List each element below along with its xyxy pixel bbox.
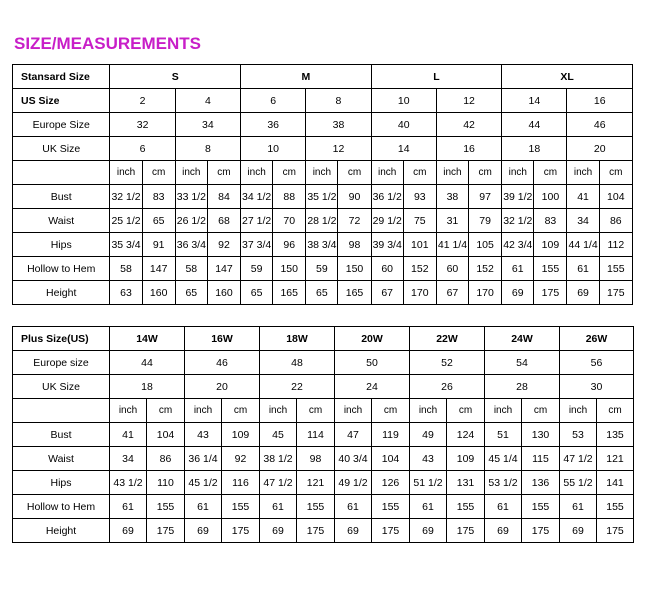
table-cell: 93 xyxy=(403,185,436,209)
row-label-us-size: US Size xyxy=(13,89,110,113)
unit-cell: inch xyxy=(436,161,468,185)
table2-group-header-14w: 14W xyxy=(110,327,185,351)
table-cell: 150 xyxy=(273,257,306,281)
unit-cell: cm xyxy=(597,399,634,423)
table-cell: 50 xyxy=(335,351,410,375)
table-cell: 29 1/2 xyxy=(371,209,403,233)
unit-cell: cm xyxy=(447,399,485,423)
table-cell: 61 xyxy=(485,495,522,519)
table1-group-header-xl: XL xyxy=(502,65,633,89)
table-cell: 10 xyxy=(241,137,306,161)
table-cell: 45 1/2 xyxy=(185,471,222,495)
table-cell: 75 xyxy=(403,209,436,233)
table-cell: 83 xyxy=(142,185,175,209)
table-row-units xyxy=(13,161,633,185)
table-cell: 104 xyxy=(372,447,410,471)
table2-group-header-16w: 16W xyxy=(185,327,260,351)
table-cell: 112 xyxy=(599,233,632,257)
table-cell: 165 xyxy=(338,281,371,305)
table-cell: 96 xyxy=(273,233,306,257)
table-cell: 61 xyxy=(560,495,597,519)
unit-cell: cm xyxy=(403,161,436,185)
table-cell: 175 xyxy=(599,281,632,305)
table-cell: 45 1/4 xyxy=(485,447,522,471)
unit-cell: cm xyxy=(207,161,240,185)
table-cell: 35 1/2 xyxy=(306,185,338,209)
table-cell: 47 xyxy=(335,423,372,447)
table-cell: 170 xyxy=(403,281,436,305)
table-cell: 136 xyxy=(522,471,560,495)
table-cell: 155 xyxy=(597,495,634,519)
table-cell: 38 1/2 xyxy=(260,447,297,471)
table-cell: 42 3/4 xyxy=(502,233,534,257)
table-cell: 31 xyxy=(436,209,468,233)
table-cell: 28 xyxy=(485,375,560,399)
table-cell: 36 1/4 xyxy=(185,447,222,471)
table-row xyxy=(13,351,634,375)
table-cell: 12 xyxy=(436,89,501,113)
table-cell: 160 xyxy=(207,281,240,305)
table-cell: 65 xyxy=(142,209,175,233)
table-cell: 25 1/2 xyxy=(110,209,142,233)
table-cell: 49 xyxy=(410,423,447,447)
table1-group-header-m: M xyxy=(241,65,372,89)
table-row xyxy=(13,519,634,543)
table-cell: 34 xyxy=(110,447,147,471)
table-cell: 61 xyxy=(502,257,534,281)
table2-unit-row-label xyxy=(13,399,110,423)
table-cell: 49 1/2 xyxy=(335,471,372,495)
table-cell: 26 xyxy=(410,375,485,399)
table-cell: 52 xyxy=(410,351,485,375)
unit-cell: cm xyxy=(142,161,175,185)
table-cell: 68 xyxy=(207,209,240,233)
table-cell: 40 xyxy=(371,113,436,137)
table-cell: 165 xyxy=(273,281,306,305)
table-row xyxy=(13,495,634,519)
plus-size-table xyxy=(12,326,634,543)
table-row xyxy=(13,327,634,351)
table-cell: 16 xyxy=(436,137,501,161)
table-cell: 115 xyxy=(522,447,560,471)
table-cell: 38 xyxy=(306,113,371,137)
table-cell: 48 xyxy=(260,351,335,375)
table-cell: 8 xyxy=(175,137,240,161)
table-cell: 69 xyxy=(185,519,222,543)
table-cell: 121 xyxy=(597,447,634,471)
table-row xyxy=(13,185,633,209)
table-cell: 92 xyxy=(207,233,240,257)
unit-cell: cm xyxy=(222,399,260,423)
table-cell: 18 xyxy=(110,375,185,399)
table-cell: 84 xyxy=(207,185,240,209)
table-cell: 69 xyxy=(410,519,447,543)
table-cell: 38 xyxy=(436,185,468,209)
table-cell: 54 xyxy=(485,351,560,375)
table-cell: 98 xyxy=(338,233,371,257)
table-row xyxy=(13,89,633,113)
table-row xyxy=(13,233,633,257)
table-cell: 155 xyxy=(447,495,485,519)
table-cell: 44 xyxy=(110,351,185,375)
row-label-hips: Hips xyxy=(13,233,110,257)
table-cell: 45 xyxy=(260,423,297,447)
table-cell: 119 xyxy=(372,423,410,447)
table-row xyxy=(13,257,633,281)
table-cell: 46 xyxy=(185,351,260,375)
table-cell: 109 xyxy=(222,423,260,447)
table-row xyxy=(13,113,633,137)
table-cell: 42 xyxy=(436,113,501,137)
unit-cell: inch xyxy=(175,161,207,185)
table-cell: 56 xyxy=(560,351,634,375)
table-cell: 97 xyxy=(469,185,502,209)
table-cell: 61 xyxy=(185,495,222,519)
table-cell: 67 xyxy=(371,281,403,305)
table-cell: 79 xyxy=(469,209,502,233)
table-cell: 51 1/2 xyxy=(410,471,447,495)
row-label-hollow-to-hem: Hollow to Hem xyxy=(13,495,110,519)
table-cell: 135 xyxy=(597,423,634,447)
table-cell: 114 xyxy=(297,423,335,447)
table-cell: 92 xyxy=(222,447,260,471)
table-cell: 41 1/4 xyxy=(436,233,468,257)
table-row xyxy=(13,281,633,305)
table-cell: 14 xyxy=(502,89,567,113)
table-cell: 69 xyxy=(110,519,147,543)
row-label-waist: Waist xyxy=(13,209,110,233)
table-cell: 60 xyxy=(371,257,403,281)
table-cell: 47 1/2 xyxy=(260,471,297,495)
table-cell: 32 1/2 xyxy=(502,209,534,233)
unit-cell: inch xyxy=(110,399,147,423)
table-cell: 34 xyxy=(567,209,599,233)
table-cell: 35 3/4 xyxy=(110,233,142,257)
table-cell: 22 xyxy=(260,375,335,399)
table-cell: 20 xyxy=(567,137,633,161)
table-cell: 155 xyxy=(522,495,560,519)
table-cell: 141 xyxy=(597,471,634,495)
unit-cell: cm xyxy=(534,161,567,185)
table-cell: 20 xyxy=(185,375,260,399)
unit-cell: inch xyxy=(371,161,403,185)
table-row xyxy=(13,471,634,495)
unit-cell: cm xyxy=(599,161,632,185)
table-cell: 61 xyxy=(567,257,599,281)
unit-cell: inch xyxy=(485,399,522,423)
table-cell: 147 xyxy=(142,257,175,281)
table-cell: 2 xyxy=(110,89,175,113)
table-cell: 175 xyxy=(597,519,634,543)
table-cell: 38 3/4 xyxy=(306,233,338,257)
table-cell: 6 xyxy=(110,137,175,161)
unit-cell: inch xyxy=(567,161,599,185)
table2-group-header-20w: 20W xyxy=(335,327,410,351)
table-cell: 155 xyxy=(599,257,632,281)
unit-cell: inch xyxy=(185,399,222,423)
table-cell: 43 1/2 xyxy=(110,471,147,495)
table-cell: 175 xyxy=(447,519,485,543)
table-cell: 72 xyxy=(338,209,371,233)
table-cell: 104 xyxy=(147,423,185,447)
table-cell: 131 xyxy=(447,471,485,495)
table-cell: 39 1/2 xyxy=(502,185,534,209)
unit-cell: cm xyxy=(372,399,410,423)
table-cell: 60 xyxy=(436,257,468,281)
table-cell: 98 xyxy=(297,447,335,471)
table-cell: 41 xyxy=(110,423,147,447)
table-cell: 61 xyxy=(410,495,447,519)
page-title: SIZE/MEASUREMENTS xyxy=(14,34,202,53)
table-cell: 69 xyxy=(335,519,372,543)
table1-group-header-s: S xyxy=(110,65,241,89)
table-cell: 59 xyxy=(306,257,338,281)
table-cell: 152 xyxy=(403,257,436,281)
table-cell: 83 xyxy=(534,209,567,233)
table-cell: 58 xyxy=(110,257,142,281)
table-cell: 53 1/2 xyxy=(485,471,522,495)
table-cell: 39 3/4 xyxy=(371,233,403,257)
table1-group-header-l: L xyxy=(371,65,502,89)
table-cell: 86 xyxy=(599,209,632,233)
table-cell: 160 xyxy=(142,281,175,305)
table-cell: 69 xyxy=(560,519,597,543)
table-cell: 44 1/4 xyxy=(567,233,599,257)
row-label-uk-size: UK Size xyxy=(13,375,110,399)
table2-group-header-24w: 24W xyxy=(485,327,560,351)
table2-group-header-18w: 18W xyxy=(260,327,335,351)
table-cell: 91 xyxy=(142,233,175,257)
table-cell: 88 xyxy=(273,185,306,209)
table-cell: 116 xyxy=(222,471,260,495)
table-cell: 175 xyxy=(372,519,410,543)
table-cell: 104 xyxy=(599,185,632,209)
table1-label-header: Stansard Size xyxy=(13,65,110,89)
table-row xyxy=(13,137,633,161)
unit-cell: cm xyxy=(297,399,335,423)
table-row-units xyxy=(13,399,634,423)
table-cell: 109 xyxy=(534,233,567,257)
table-cell: 155 xyxy=(222,495,260,519)
table-cell: 58 xyxy=(175,257,207,281)
unit-cell: inch xyxy=(502,161,534,185)
table-cell: 33 1/2 xyxy=(175,185,207,209)
row-label-europe-size: Europe Size xyxy=(13,113,110,137)
table-cell: 124 xyxy=(447,423,485,447)
table2-label-header: Plus Size(US) xyxy=(13,327,110,351)
unit-cell: inch xyxy=(241,161,273,185)
unit-cell: cm xyxy=(522,399,560,423)
table-cell: 18 xyxy=(502,137,567,161)
table-cell: 41 xyxy=(567,185,599,209)
table-cell: 100 xyxy=(534,185,567,209)
table-cell: 34 xyxy=(175,113,240,137)
unit-cell: inch xyxy=(335,399,372,423)
row-label-hollow-to-hem: Hollow to Hem xyxy=(13,257,110,281)
table-cell: 175 xyxy=(222,519,260,543)
table-cell: 37 3/4 xyxy=(241,233,273,257)
unit-cell: inch xyxy=(260,399,297,423)
plus-size-section xyxy=(12,305,633,543)
table-cell: 69 xyxy=(485,519,522,543)
standard-size-table xyxy=(12,64,633,305)
table-cell: 69 xyxy=(502,281,534,305)
table-cell: 155 xyxy=(534,257,567,281)
table-cell: 175 xyxy=(522,519,560,543)
table-cell: 43 xyxy=(410,447,447,471)
table-cell: 155 xyxy=(372,495,410,519)
table-cell: 36 xyxy=(241,113,306,137)
table-cell: 67 xyxy=(436,281,468,305)
unit-cell: inch xyxy=(410,399,447,423)
row-label-bust: Bust xyxy=(13,423,110,447)
table-cell: 51 xyxy=(485,423,522,447)
row-label-height: Height xyxy=(13,519,110,543)
table-cell: 155 xyxy=(147,495,185,519)
table1-unit-row-label xyxy=(13,161,110,185)
row-label-waist: Waist xyxy=(13,447,110,471)
row-label-hips: Hips xyxy=(13,471,110,495)
table-cell: 10 xyxy=(371,89,436,113)
table-cell: 109 xyxy=(447,447,485,471)
table-row xyxy=(13,447,634,471)
table-cell: 43 xyxy=(185,423,222,447)
table-cell: 8 xyxy=(306,89,371,113)
table-cell: 59 xyxy=(241,257,273,281)
table-cell: 90 xyxy=(338,185,371,209)
table-cell: 152 xyxy=(469,257,502,281)
table-cell: 30 xyxy=(560,375,634,399)
table-cell: 70 xyxy=(273,209,306,233)
table-cell: 55 1/2 xyxy=(560,471,597,495)
row-label-europe-size: Europe size xyxy=(13,351,110,375)
table-cell: 16 xyxy=(567,89,633,113)
table-cell: 32 xyxy=(110,113,175,137)
table-cell: 12 xyxy=(306,137,371,161)
unit-cell: inch xyxy=(560,399,597,423)
unit-cell: inch xyxy=(306,161,338,185)
table-cell: 53 xyxy=(560,423,597,447)
table-cell: 14 xyxy=(371,137,436,161)
table-cell: 47 1/2 xyxy=(560,447,597,471)
row-label-bust: Bust xyxy=(13,185,110,209)
table-cell: 101 xyxy=(403,233,436,257)
table-cell: 69 xyxy=(567,281,599,305)
table-cell: 110 xyxy=(147,471,185,495)
table-row xyxy=(13,375,634,399)
table-cell: 65 xyxy=(241,281,273,305)
table-cell: 147 xyxy=(207,257,240,281)
table2-group-header-22w: 22W xyxy=(410,327,485,351)
table-cell: 46 xyxy=(567,113,633,137)
unit-cell: cm xyxy=(273,161,306,185)
table-cell: 65 xyxy=(175,281,207,305)
table-cell: 130 xyxy=(522,423,560,447)
table-cell: 36 1/2 xyxy=(371,185,403,209)
table-cell: 40 3/4 xyxy=(335,447,372,471)
unit-cell: cm xyxy=(338,161,371,185)
table-cell: 86 xyxy=(147,447,185,471)
table-cell: 34 1/2 xyxy=(241,185,273,209)
table-cell: 65 xyxy=(306,281,338,305)
table-cell: 175 xyxy=(297,519,335,543)
table-cell: 155 xyxy=(297,495,335,519)
unit-cell: cm xyxy=(469,161,502,185)
table-row xyxy=(13,209,633,233)
row-label-height: Height xyxy=(13,281,110,305)
table-cell: 61 xyxy=(335,495,372,519)
table-cell: 44 xyxy=(502,113,567,137)
table2-group-header-26w: 26W xyxy=(560,327,634,351)
table-cell: 150 xyxy=(338,257,371,281)
table-cell: 61 xyxy=(110,495,147,519)
unit-cell: cm xyxy=(147,399,185,423)
table-cell: 69 xyxy=(260,519,297,543)
table-row xyxy=(13,65,633,89)
table-cell: 61 xyxy=(260,495,297,519)
table-cell: 32 1/2 xyxy=(110,185,142,209)
unit-cell: inch xyxy=(110,161,142,185)
table-cell: 26 1/2 xyxy=(175,209,207,233)
table-cell: 24 xyxy=(335,375,410,399)
table-cell: 126 xyxy=(372,471,410,495)
table-cell: 175 xyxy=(534,281,567,305)
table-cell: 121 xyxy=(297,471,335,495)
table-cell: 6 xyxy=(241,89,306,113)
table-cell: 175 xyxy=(147,519,185,543)
table-cell: 63 xyxy=(110,281,142,305)
table-cell: 27 1/2 xyxy=(241,209,273,233)
row-label-uk-size: UK Size xyxy=(13,137,110,161)
table-cell: 4 xyxy=(175,89,240,113)
table-cell: 36 3/4 xyxy=(175,233,207,257)
table-cell: 28 1/2 xyxy=(306,209,338,233)
table-cell: 170 xyxy=(469,281,502,305)
table-cell: 105 xyxy=(469,233,502,257)
table-row xyxy=(13,423,634,447)
